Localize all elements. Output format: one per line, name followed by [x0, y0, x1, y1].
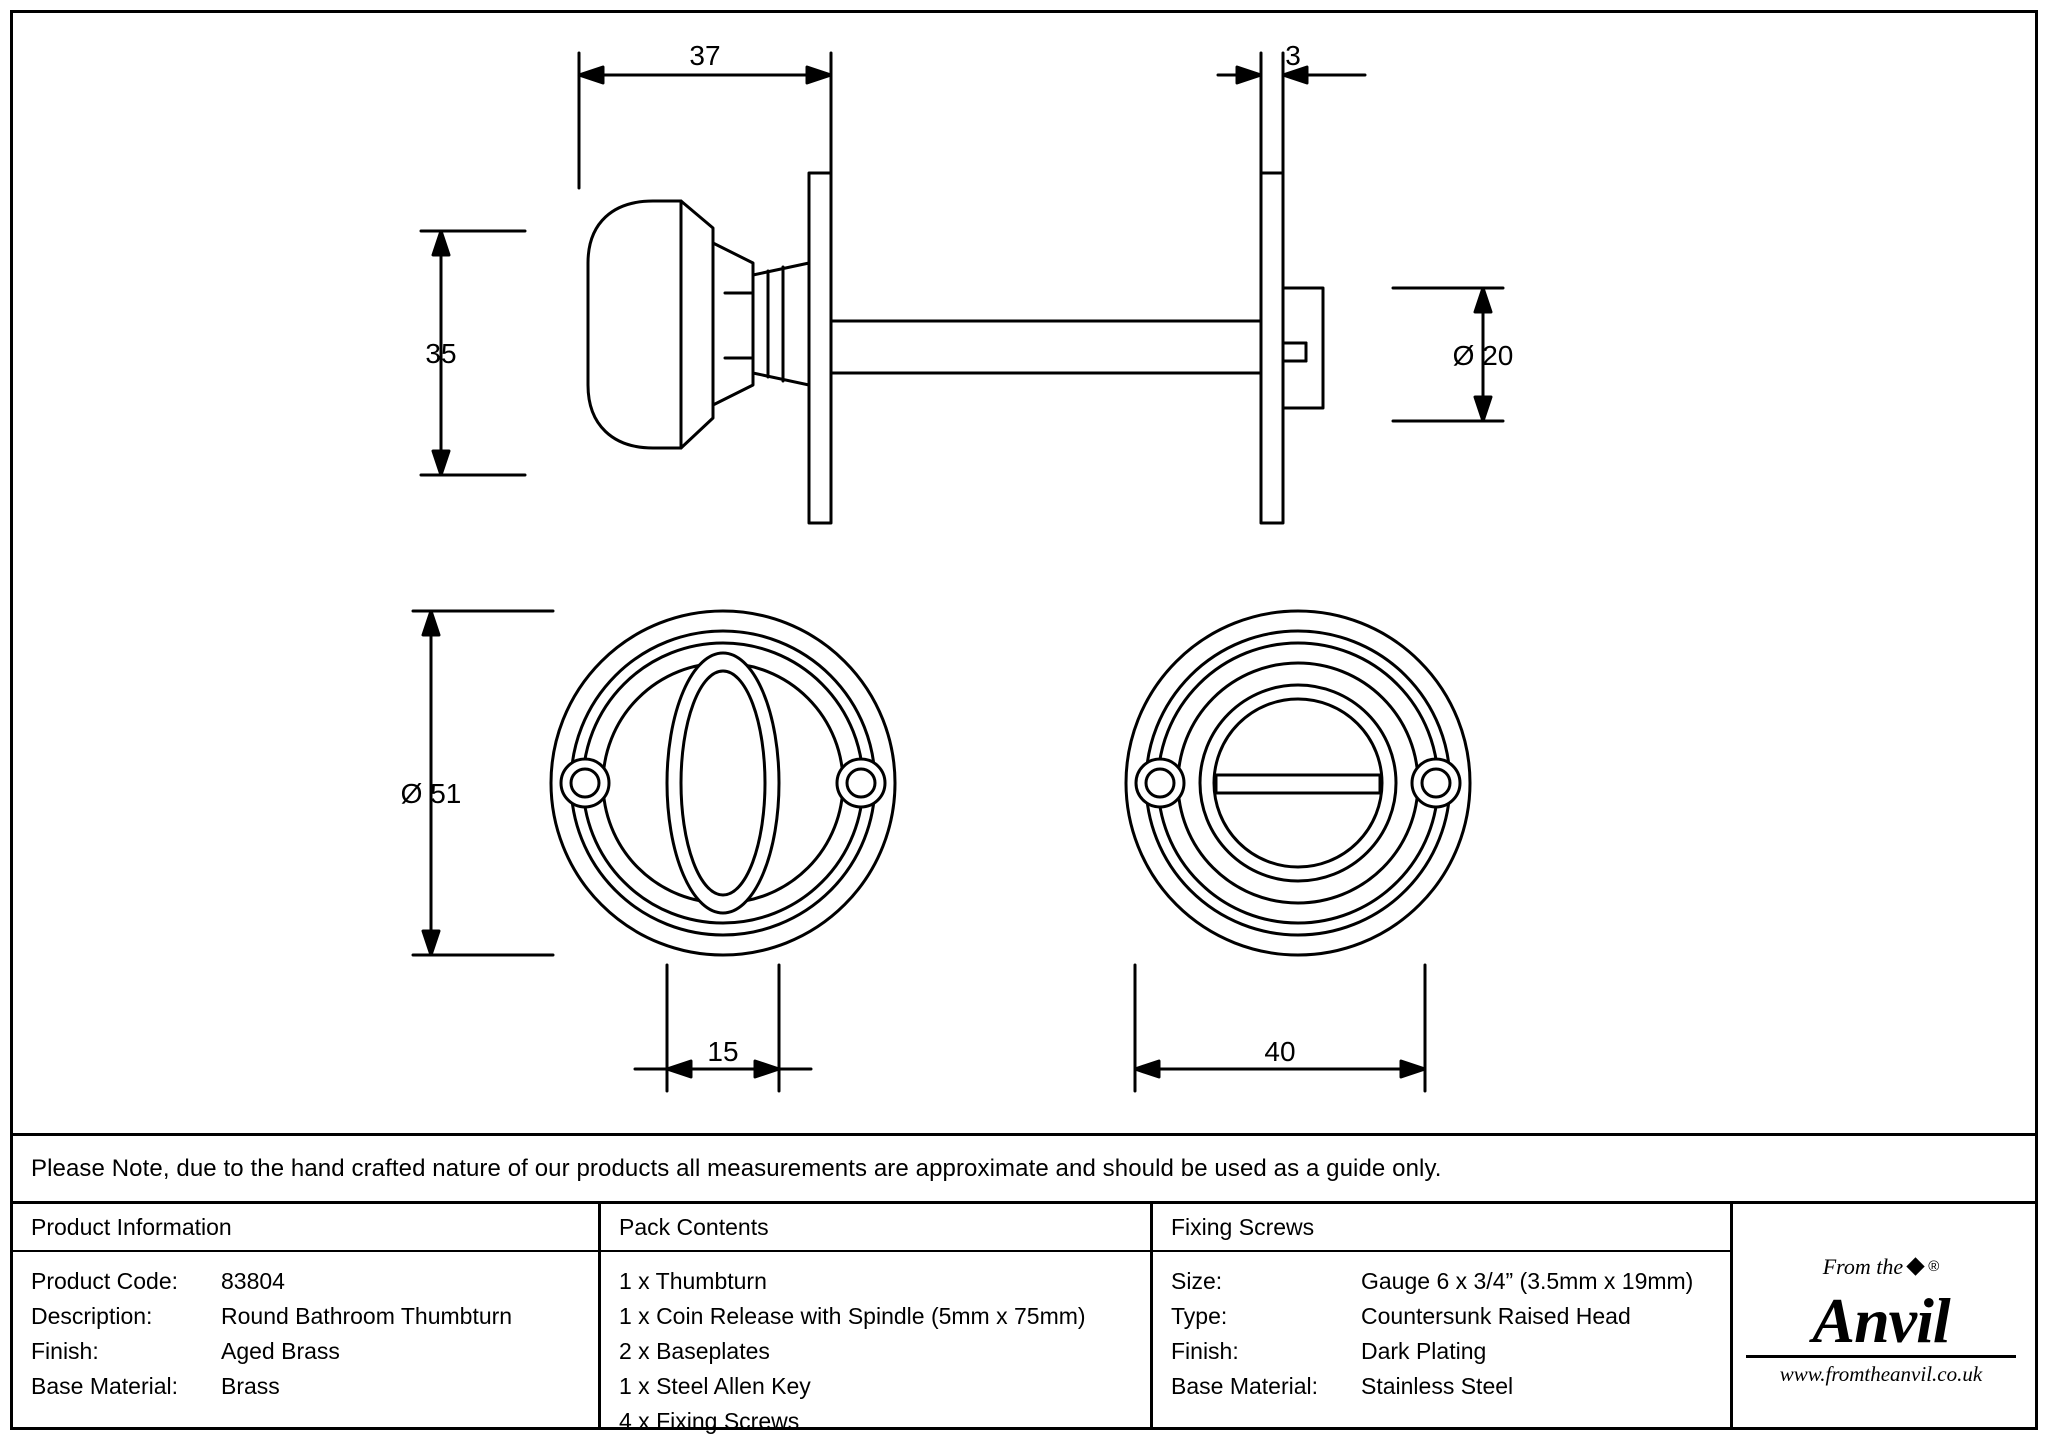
logo-website-url: www.fromtheanvil.co.uk [1746, 1355, 2016, 1387]
dimension-label-dia51: Ø 51 [400, 778, 462, 809]
dimension-label-dia20: Ø 20 [1452, 340, 1514, 371]
dimension-label-40: 40 [1264, 1036, 1296, 1067]
table-row [31, 1299, 598, 1334]
logo-top-row [1746, 1245, 2016, 1289]
drawing-svg [13, 13, 2035, 1133]
technical-drawing-area [13, 13, 2035, 1133]
dimension-thumbturn-projection [635, 965, 811, 1091]
diamond-icon [1906, 1257, 1924, 1275]
brand-logo [1733, 1204, 2029, 1427]
table-row [31, 1264, 598, 1299]
base-material-value: Brass [221, 1373, 280, 1399]
screw-base-material-label: Base Material: [1171, 1373, 1319, 1399]
dimension-label-3: 3 [1285, 40, 1301, 71]
list-item: 1 x Thumbturn [619, 1268, 767, 1294]
base-material-label: Base Material: [31, 1373, 179, 1399]
note-row [13, 1133, 2035, 1201]
table-row [1171, 1369, 1730, 1404]
pack-contents-column [601, 1204, 1153, 1434]
dimension-plate-thickness [1218, 53, 1365, 188]
pack-contents-body [601, 1252, 1150, 1439]
table-row [31, 1334, 598, 1369]
screw-finish-label: Finish: [1171, 1338, 1239, 1364]
list-item: 4 x Fixing Screws [619, 1408, 800, 1434]
dimension-top-width [579, 53, 831, 188]
screw-finish-value: Dark Plating [1361, 1338, 1487, 1364]
note-text: Please Note, due to the hand crafted nature of our products all measurements are approximate and should be used as a guide only. [31, 1154, 1442, 1182]
list-item: 2 x Baseplates [619, 1338, 770, 1364]
side-view-baseplate-right [1261, 173, 1283, 523]
table-row [31, 1369, 598, 1404]
dimension-label-15: 15 [707, 1036, 739, 1067]
registered-trademark-icon: ® [1928, 1258, 1940, 1275]
info-table [13, 1201, 2035, 1434]
screw-size-label: Size: [1171, 1268, 1223, 1294]
product-information-body [13, 1252, 598, 1404]
product-information-heading: Product Information [13, 1204, 598, 1252]
dimension-label-37: 37 [689, 40, 721, 71]
product-code-label: Product Code: [31, 1268, 179, 1294]
logo-from-the-text: From the [1822, 1253, 1904, 1279]
dimension-coin-release-width [1135, 965, 1425, 1091]
side-view-spindle [831, 321, 1261, 373]
fixing-screws-heading: Fixing Screws [1153, 1204, 1730, 1252]
logo-anvil-wordmark: Anvil [1812, 1284, 1950, 1356]
front-view-coin-release [1126, 611, 1470, 955]
screw-size-value: Gauge 6 x 3/4” (3.5mm x 19mm) [1361, 1268, 1694, 1294]
front-view-thumbturn [551, 611, 895, 955]
screw-base-material-value: Stainless Steel [1361, 1373, 1514, 1399]
side-view-baseplate-left [809, 173, 831, 523]
product-information-column [13, 1204, 601, 1427]
side-view-thumbturn-knob [588, 201, 809, 448]
side-view-coin-release [1283, 288, 1323, 408]
product-code-value: 83804 [221, 1268, 285, 1294]
finish-value: Aged Brass [221, 1338, 340, 1364]
table-row [1171, 1264, 1730, 1299]
fixing-screws-column [1153, 1204, 1733, 1427]
screw-type-value: Countersunk Raised Head [1361, 1303, 1631, 1329]
fixing-screws-body [1153, 1252, 1730, 1404]
screw-type-label: Type: [1171, 1303, 1228, 1329]
table-row [1171, 1334, 1730, 1369]
description-value: Round Bathroom Thumbturn [221, 1303, 513, 1329]
pack-contents-heading: Pack Contents [601, 1204, 1150, 1252]
list-item: 1 x Steel Allen Key [619, 1373, 811, 1399]
drawing-sheet [10, 10, 2038, 1434]
description-label: Description: [31, 1303, 153, 1329]
finish-label: Finish: [31, 1338, 99, 1364]
list-item: 1 x Coin Release with Spindle (5mm x 75mm) [619, 1303, 1086, 1329]
dimension-label-35: 35 [425, 338, 457, 369]
table-row [1171, 1299, 1730, 1334]
